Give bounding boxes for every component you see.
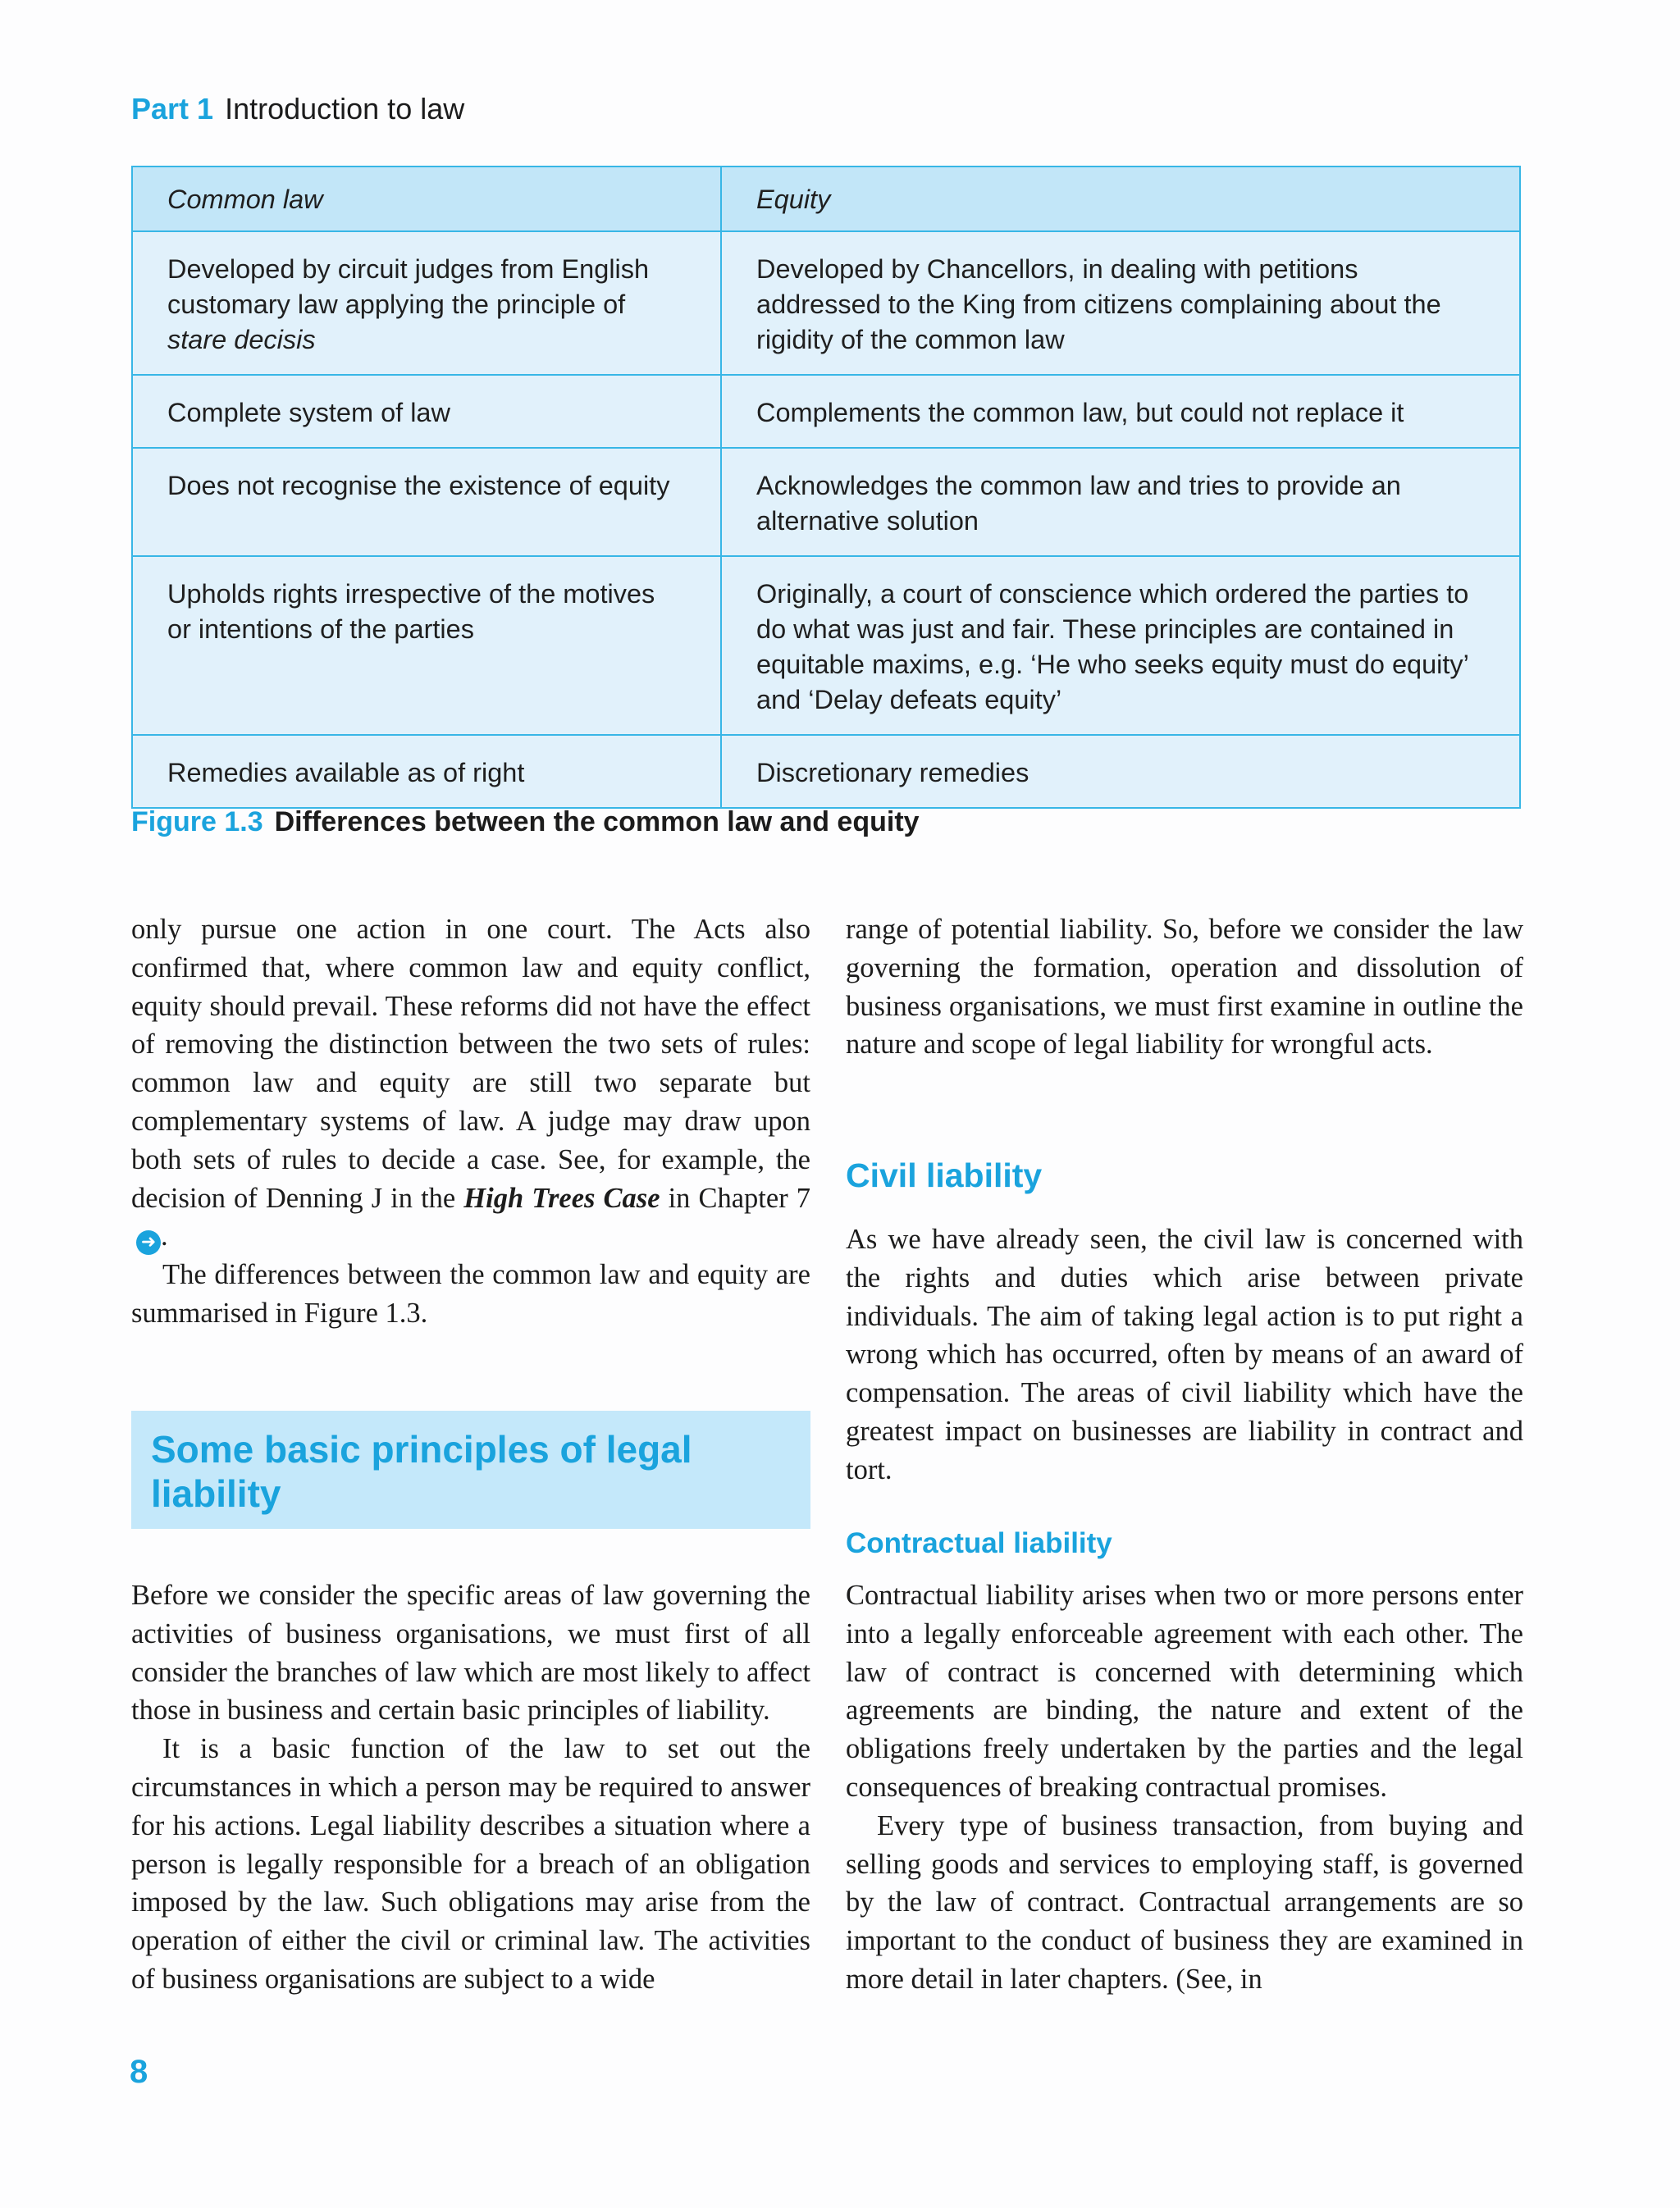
left-column-top [131, 910, 810, 1333]
table-cell [132, 231, 721, 375]
figure-number: Figure 1.3 [131, 806, 263, 837]
civil-liability-heading: Civil liability [846, 1156, 1043, 1194]
section-heading: Some basic principles of legal liability [151, 1428, 692, 1515]
table-cell: Upholds rights irrespective of the motives or intentions of the parties [132, 556, 721, 735]
table-header-row [132, 167, 1520, 231]
table-row [132, 735, 1520, 808]
table-cell: Acknowledges the common law and tries to provide an alternative solution [721, 448, 1520, 556]
paragraph: range of potential liability. So, before we consider the law governing the formation, operation and dissolution of business organisations, we must first examine in outline the nature and scope of legal liability for wrongful acts. [846, 914, 1523, 1061]
figure-caption-text: Differences between the common law and equity [274, 806, 920, 837]
left-column-bottom [131, 1576, 810, 1999]
table-header-cell: Equity [721, 167, 1520, 231]
paragraph: Every type of business transaction, from buying and selling goods and services to employing staff, is governed by the law of contract. Contractual arrangements are so important to the conduct of business they are examined in more detail in later chapters. (See, in [846, 1809, 1523, 1995]
page-number: 8 [130, 2054, 148, 2090]
paragraph [131, 910, 810, 1256]
case-name: High Trees Case [463, 1182, 660, 1214]
table-cell: Originally, a court of conscience which ordered the parties to do what was just and fair. These principles are contained in equitable maxims, e.g. ‘He who seeks equity must do equity’ and ‘Delay defeats equity’ [721, 556, 1520, 735]
right-column-contract [846, 1576, 1523, 1999]
paragraph-text: in Chapter 7 [668, 1182, 811, 1214]
cell-italic-term: stare decisis [167, 325, 316, 354]
figure-caption [131, 806, 920, 838]
table-cell: Discretionary remedies [721, 735, 1520, 808]
part-label: Part 1 [131, 92, 214, 125]
paragraph-text: only pursue one action in one court. The Acts also confirmed that, where common law and equity conflict, equity should prevail. These reforms did not have the effect of removing the distinction between the two sets of rules: common law and equity are still two separate but complementary systems of law. A judge may draw upon both sets of rules to decide a case. See, for example, the decision of Denning J in the [131, 914, 810, 1214]
comparison-table [131, 166, 1521, 809]
paragraph: Contractual liability arises when two or more persons enter into a legally enforceable agreement with each other. The law of contract is concerned with determining which agreements are binding, the nature and extent of the obligations freely undertaken by the parties and the legal consequences of breaking contractual promises. [846, 1580, 1523, 1803]
table-cell: Does not recognise the existence of equity [132, 448, 721, 556]
right-column-top [846, 910, 1523, 1064]
table-cell: Complements the common law, but could not replace it [721, 375, 1520, 448]
table-cell: Complete system of law [132, 375, 721, 448]
table-header-cell: Common law [132, 167, 721, 231]
contractual-liability-heading: Contractual liability [846, 1527, 1112, 1559]
table-cell: Remedies available as of right [132, 735, 721, 808]
section-heading-box [131, 1411, 810, 1529]
paragraph: It is a basic function of the law to set out the circumstances in which a person may be required to answer for his actions. Legal liability describes a situation where a person is legally responsible for a breach of an obligation imposed by the law. Such obligations may arise from the operation of either the civil or criminal law. The activities of business organisations are subject to a wide [131, 1733, 810, 1995]
table-row [132, 375, 1520, 448]
paragraph-text: . [161, 1220, 168, 1252]
arrow-right-circle-icon[interactable]: ➜ [136, 1230, 161, 1255]
right-column-civil [846, 1220, 1523, 1489]
running-head [131, 92, 464, 126]
paragraph: The differences between the common law and equity are summarised in Figure 1.3. [131, 1259, 810, 1329]
paragraph: As we have already seen, the civil law is concerned with the rights and duties which arise between private individuals. The aim of taking legal action is to put right a wrong which has occurred, often by means of an award of compensation. The areas of civil liability which have the greatest impact on businesses are liability in contract and tort. [846, 1224, 1523, 1485]
table-row [132, 556, 1520, 735]
table-row [132, 448, 1520, 556]
cell-text: Developed by circuit judges from English customary law applying the principle of [167, 254, 650, 319]
table-row [132, 231, 1520, 375]
chapter-title: Introduction to law [225, 92, 465, 125]
table-cell: Developed by Chancellors, in dealing with petitions addressed to the King from citizens complaining about the rigidity of the common law [721, 231, 1520, 375]
paragraph: Before we consider the specific areas of law governing the activities of business organisations, we must first of all consider the branches of law which are most likely to affect those in business and certain basic principles of liability. [131, 1580, 810, 1727]
